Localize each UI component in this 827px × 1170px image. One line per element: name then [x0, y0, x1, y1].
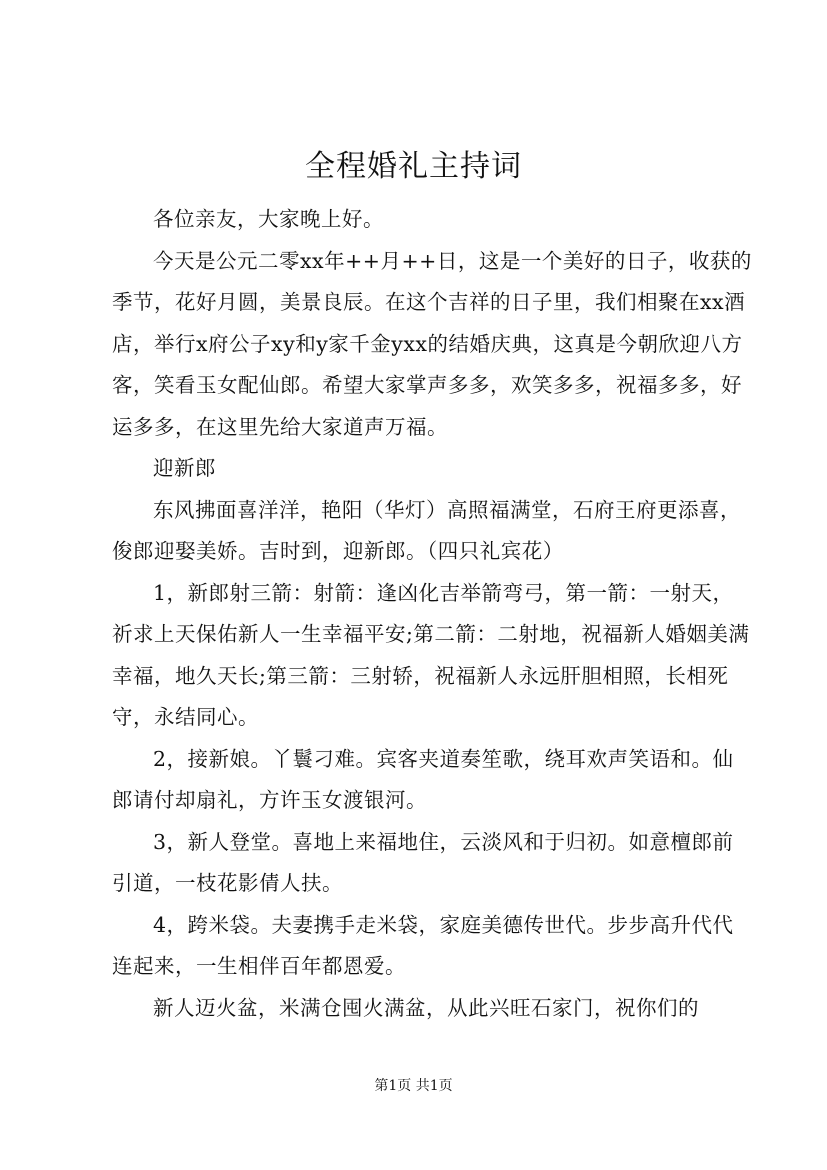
paragraph-arrows: 1，新郎射三箭：射箭：逢凶化吉举箭弯弓，第一箭：一射天，祈求上天保佑新人一生幸福平安;第二箭：二射地，祝福新人婚姻美满幸福，地久天长;第三箭：三射轿，祝福新人永远肝胆相照，长相死守，永结同心。	[112, 580, 750, 729]
paragraph-groom: 东风拂面喜洋洋，艳阳（华灯）高照福满堂，石府王府更添喜，俊郎迎娶美娇。吉时到，迎新郎。（四只礼宾花）	[112, 497, 741, 563]
paragraph-hall: 3，新人登堂。喜地上来福地住，云淡风和于归初。如意檀郎前引道，一枝花影倩人扶。	[112, 829, 734, 895]
paragraph-greeting: 各位亲友，大家晚上好。	[153, 207, 384, 231]
paragraph-firepot: 新人迈火盆，米满仓囤火满盆，从此兴旺石家门，祝你们的	[153, 995, 699, 1020]
section-heading-groom: 迎新郎	[153, 456, 216, 480]
document-title: 全程婚礼主持词	[305, 149, 522, 184]
page-footer: 第1页 共1页	[374, 1078, 453, 1094]
paragraph-ricebag: 4，跨米袋。夫妻携手走米袋，家庭美德传世代。步步高升代代连起来，一生相伴百年都恩爱。	[112, 912, 734, 978]
paragraph-intro: 今天是公元二零xx年++月++日，这是一个美好的日子，收获的季节，花好月圆，美景良辰。在这个吉祥的日子里，我们相聚在xx酒店，举行x府公子xy和y家千金yxx的结婚庆典，这真是今朝欣迎八方客，笑看玉女配仙郎。希望大家掌声多多，欢笑多多，祝福多多，好运多多，在这里先给大家道声万福。	[112, 248, 752, 439]
body-text	[112, 199, 752, 1029]
paragraph-bride: 2，接新娘。丫鬟刁难。宾客夹道奏笙歌，绕耳欢声笑语和。仙郎请付却扇礼，方许玉女渡银河。	[112, 746, 734, 812]
